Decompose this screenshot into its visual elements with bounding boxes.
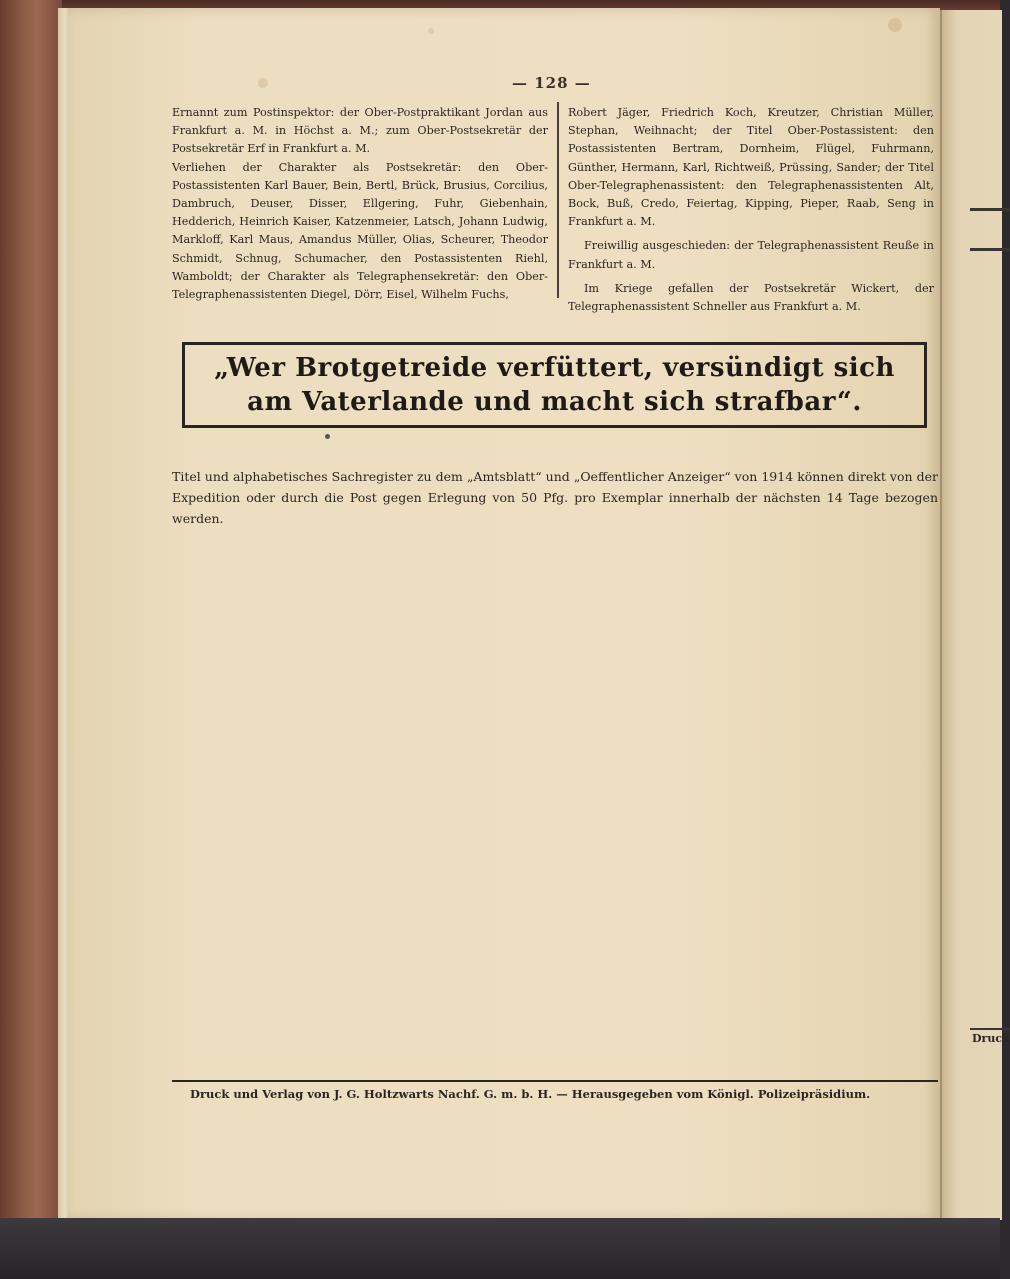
paragraph-appointments: Ernannt zum Postinspektor: der Ober-Postpraktikant Jordan aus Frankfurt a. M. in Höchst a. M.; zum Ober-Postsekretär der Postsekretär Erf in Frankfurt a. M.: [172, 106, 548, 156]
banner-line-2: am Vaterlande und macht sich strafbar“.: [247, 387, 862, 417]
right-column: [568, 104, 934, 316]
paper-stain: [428, 28, 434, 34]
adjacent-rule: [970, 1028, 1010, 1030]
banner-line-1: „Wer Brotgetreide verfüttert, versündigt sich: [214, 353, 895, 383]
adjacent-page: [940, 10, 1010, 1220]
adjacent-rule: [970, 208, 1010, 211]
ink-dot: [325, 434, 330, 439]
book-binding: [0, 0, 62, 1279]
column-divider: [557, 102, 559, 298]
book-cover-bottom: [0, 1218, 1000, 1279]
paper-stain: [888, 18, 902, 32]
imprint-footer: Druck und Verlag von J. G. Holtzwarts Nachf. G. m. b. H. — Herausgegeben vom Königl. Polizeipräsidium.: [190, 1087, 871, 1101]
adjacent-page-text: Druck: [972, 1032, 1010, 1045]
paragraph-titles: Robert Jäger, Friedrich Koch, Kreutzer, Christian Müller, Stephan, Weihnacht; der Titel Ober-Postassistent: den Postassistenten Bertram, Dornheim, Flügel, Fuhrmann, Günther, Hermann, Karl, Richtweiß, Prüssing, Sander; der Titel Ober-Telegraphenassistent: den Telegraphenassistenten Alt, Bock, Buß, Credo, Feiertag, Kipping, Pieper, Raab, Seng in Frankfurt a. M.: [568, 106, 934, 229]
paragraph-retired: Freiwillig ausgeschieden: der Telegraphenassistent Reuße in Frankfurt a. M.: [568, 239, 934, 271]
adjacent-rule: [970, 248, 1010, 251]
footer-rule: [172, 1080, 938, 1082]
paper-stain: [258, 78, 268, 88]
left-column: [172, 104, 548, 304]
page-number: — 128 —: [512, 74, 591, 92]
register-notice: Titel und alphabetisches Sachregister zu dem „Amtsblatt“ und „Oeffentlicher Anzeiger“ von 1914 können direkt von der Expedition oder durch die Post gegen Erlegung von 50 Pfg. pro Exemplar innerhalb der nächsten 14 Tage bezogen werden.: [172, 469, 938, 526]
slogan-banner: [182, 342, 927, 428]
paragraph-fallen: Im Kriege gefallen der Postsekretär Wickert, der Telegraphenassistent Schneller aus Frankfurt a. M.: [568, 281, 934, 314]
paragraph-conferred: Verliehen der Charakter als Postsekretär: den Ober-Postassistenten Karl Bauer, Bein, Bertl, Brück, Brusius, Corcilius, Dambruch, Deuser, Disser, Ellgering, Fuhr, Giebenhain, Hedderich, Heinrich Kaiser, Katzenmeier, Latsch, Johann Ludwig, Markloff, Karl Maus, Amandus Müller, Olias, Scheurer, Theodor Schmidt, Schnug, Schumacher, den Postassistenten Riehl, Wamboldt; der Charakter als Telegraphensekretär: den Ober-Telegraphenassistenten Diegel, Dörr, Eisel, Wilhelm Fuchs,: [172, 160, 548, 302]
